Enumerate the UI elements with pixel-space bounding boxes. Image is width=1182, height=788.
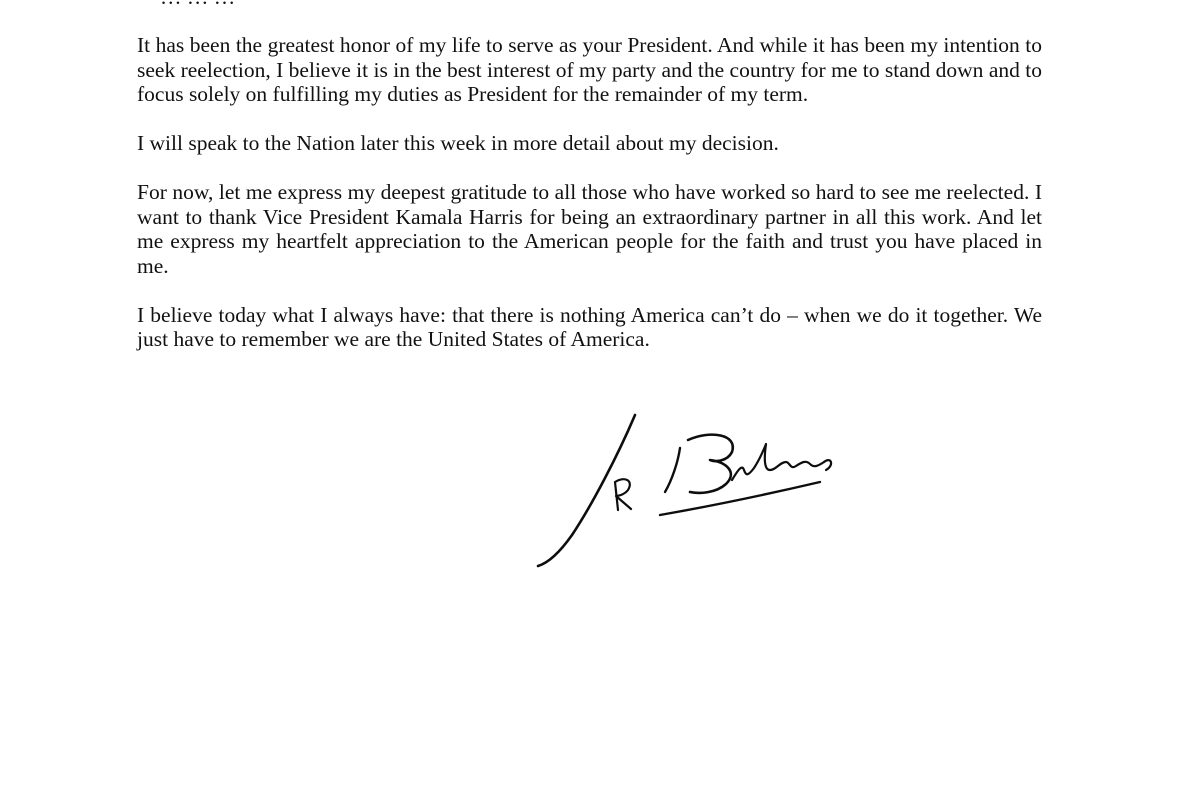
paragraph-2: I will speak to the Nation later this week in more detail about my decision.: [137, 131, 779, 155]
signature-stroke-underline: [660, 482, 820, 515]
handwritten-signature: [520, 400, 860, 580]
signature-stroke-slash: [665, 448, 680, 492]
signature-stroke-j: [538, 415, 635, 566]
paragraph-4: I believe today what I always have: that there is nothing America can’t do – when we do it together. We just have to remember we are the United States of America.: [137, 302, 1042, 351]
paragraph-3: For now, let me express my deepest gratitude to all those who have worked so hard to see me reelected. I want to thank Vice President Kamala Harris for being an extraordinary partner in all this work. And let me express my heartfelt appreciation to the American people for the faith and trust you have placed in me.: [137, 180, 1042, 278]
signature-stroke-b: [688, 435, 733, 493]
cut-off-top-line: [160, 0, 235, 8]
signature-stroke-r: [615, 479, 631, 510]
letter-body: [137, 33, 1042, 376]
signature-stroke-s: [824, 460, 831, 470]
signature-stroke-iden: [732, 444, 824, 480]
paragraph-1: It has been the greatest honor of my life to serve as your President. And while it has been my intention to seek reelection, I believe it is in the best interest of my party and the country for me to stand down and to focus solely on fulfilling my duties as President for the remainder of my term.: [137, 33, 1042, 106]
